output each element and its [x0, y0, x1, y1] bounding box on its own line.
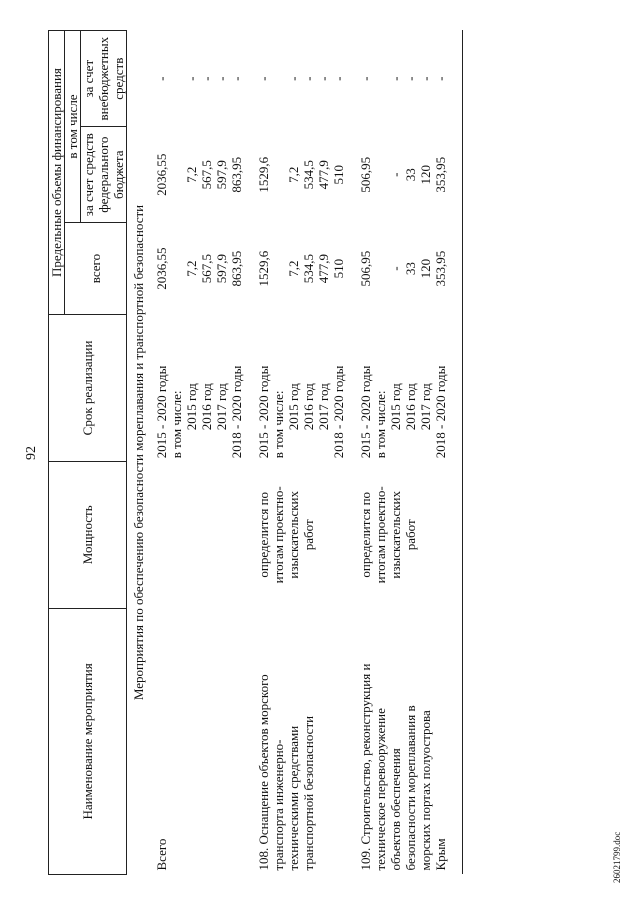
row-capacity: [256, 461, 346, 608]
row-capacity-line: работ: [301, 518, 316, 550]
row-capacity-line: итогам проектно-: [373, 485, 388, 583]
rotated-page: [20, 23, 620, 883]
row-extra-line: [169, 33, 184, 123]
row-term-line: в том числе:: [169, 389, 184, 458]
row-extra-line: -: [388, 76, 403, 81]
row-term-line: 2016 год: [403, 382, 418, 430]
row-name: [358, 608, 448, 874]
row-total: [358, 222, 448, 314]
row-federal-line: 7,2: [286, 166, 301, 183]
row-total-line: 120: [418, 258, 433, 278]
row-federal-line: 2036,55: [154, 153, 169, 196]
row-capacity: [154, 461, 244, 608]
row-extra-line: [271, 33, 286, 123]
page-number: 92: [24, 445, 39, 460]
row-extra: [358, 30, 448, 126]
row-gap-cell: [448, 30, 460, 874]
row-total-line: 33: [403, 261, 418, 275]
row-term-line: 2018 - 2020 годы: [229, 365, 244, 458]
row-federal-line: 597,9: [214, 159, 229, 189]
row-extra-line: -: [301, 76, 316, 81]
header-including: в том числе: [65, 30, 81, 222]
row-total-line: [169, 225, 184, 311]
row-extra-line: -: [229, 76, 244, 81]
row-name-line: техническое перевооружение: [373, 707, 388, 870]
row-total-line: [271, 225, 286, 311]
row-extra-line: -: [199, 76, 214, 81]
row-federal-line: 506,95: [358, 156, 373, 193]
row-gap: [346, 30, 358, 874]
row-extra-line: -: [214, 76, 229, 81]
row-federal: [154, 126, 244, 222]
row-gap-cell: [346, 30, 358, 874]
row-term-line: 2015 - 2020 годы: [154, 365, 169, 458]
row-name-line: 108. Оснащение объектов морского: [256, 673, 271, 870]
row-term-line: 2016 год: [199, 382, 214, 430]
row-term-line: 2017 год: [214, 382, 229, 430]
document-id: 26021799.doc: [612, 831, 622, 883]
row-extra-line: -: [418, 76, 433, 81]
row-name-line: техническими средствами: [286, 725, 301, 870]
row-gap: [448, 30, 460, 874]
row-extra-line: -: [331, 76, 346, 81]
row-federal-line: 120: [418, 164, 433, 184]
row-federal-line: 1529,6: [256, 156, 271, 193]
row-total-line: 7,2: [286, 259, 301, 277]
header-total: всего: [65, 222, 127, 314]
row-name-line: морских портах полуострова: [418, 709, 433, 870]
header-extra: за счет внебюджетных средств: [81, 30, 127, 126]
row-term-line: 2015 - 2020 годы: [358, 365, 373, 458]
row-total-line: 477,9: [316, 253, 331, 283]
row-name-line: объектов обеспечения: [388, 747, 403, 870]
row-capacity-line: работ: [403, 518, 418, 550]
row-name-line: транспорта инженерно-: [271, 739, 286, 870]
row-total-line: 353,95: [433, 250, 448, 286]
row-term-line: 2015 год: [286, 382, 301, 430]
row-federal-line: 7,2: [184, 166, 199, 183]
row-term: [256, 314, 346, 461]
row-total-line: -: [388, 265, 403, 271]
row-capacity-line: определится по: [256, 491, 271, 578]
row-extra-line: -: [403, 76, 418, 81]
table-row: [358, 30, 448, 874]
row-federal-line: 510: [331, 164, 346, 184]
row-total-line: 506,95: [358, 250, 373, 286]
row-federal-line: [271, 129, 286, 219]
row-extra-line: -: [316, 76, 331, 81]
row-capacity-line: изыскательских: [286, 490, 301, 579]
row-term-line: 2015 год: [388, 382, 403, 430]
table-row: [256, 30, 346, 874]
row-extra-line: [373, 33, 388, 123]
row-term-line: 2018 - 2020 годы: [433, 365, 448, 458]
row-name-line: Всего: [154, 838, 169, 870]
row-name-line: безопасности мореплавания в: [403, 704, 418, 870]
table-bottom-rule-cell: [460, 30, 463, 874]
row-total-line: 2036,55: [154, 246, 169, 290]
table-bottom-rule: [460, 30, 463, 874]
row-name-line: 109. Строительство, реконструкция и: [358, 663, 373, 870]
row-total-line: 1529,6: [256, 250, 271, 286]
row-total-line: [373, 225, 388, 311]
row-extra-line: -: [184, 76, 199, 81]
row-extra-line: -: [256, 76, 271, 81]
row-term-line: 2017 год: [418, 382, 433, 430]
row-capacity-line: изыскательских: [388, 490, 403, 579]
row-federal-line: -: [388, 172, 403, 177]
row-term-line: 2017 год: [316, 382, 331, 430]
row-extra-line: -: [433, 76, 448, 81]
row-name: [256, 608, 346, 874]
row-extra: [154, 30, 244, 126]
financing-table: [48, 30, 463, 875]
row-term-line: 2015 - 2020 годы: [256, 365, 271, 458]
row-federal-line: 534,5: [301, 159, 316, 189]
row-federal: [256, 126, 346, 222]
row-name-line: транспортной безопасности: [301, 715, 316, 870]
row-federal-line: 33: [403, 167, 418, 181]
header-capacity: Мощность: [49, 461, 127, 608]
row-total-line: 510: [331, 258, 346, 278]
table-row: [154, 30, 244, 874]
row-term: [358, 314, 448, 461]
row-federal-line: [373, 129, 388, 219]
row-gap-cell: [244, 30, 256, 874]
header-financing: Предельные объемы финансирования: [49, 30, 65, 314]
row-federal-line: 477,9: [316, 159, 331, 189]
row-federal: [358, 126, 448, 222]
row-extra-line: -: [358, 76, 373, 81]
header-name: Наименование мероприятия: [49, 608, 127, 874]
row-federal-line: 353,95: [433, 156, 448, 193]
row-term-line: 2016 год: [301, 382, 316, 430]
row-federal-line: 863,95: [229, 156, 244, 193]
row-term-line: в том числе:: [373, 389, 388, 458]
row-extra: [256, 30, 346, 126]
section-title: Мероприятия по обеспечению безопасности мореплавания и транспортной безопасности: [131, 204, 146, 700]
row-total-line: 863,95: [229, 250, 244, 286]
row-term-line: в том числе:: [271, 389, 286, 458]
row-total: [154, 222, 244, 314]
row-term: [154, 314, 244, 461]
row-capacity-line: итогам проектно-: [271, 485, 286, 583]
row-federal-line: 567,5: [199, 159, 214, 189]
row-total-line: 534,5: [301, 253, 316, 283]
row-total: [256, 222, 346, 314]
row-term-line: 2015 год: [184, 382, 199, 430]
row-total-line: 597,9: [214, 253, 229, 283]
row-name-line: Крым: [433, 837, 448, 870]
row-capacity: [358, 461, 448, 608]
row-total-line: 7,2: [184, 259, 199, 277]
row-extra-line: -: [154, 76, 169, 81]
row-total-line: 567,5: [199, 253, 214, 283]
row-capacity-line: определится по: [358, 491, 373, 578]
row-name: [154, 608, 244, 874]
row-term-line: 2018 - 2020 годы: [331, 365, 346, 458]
row-federal-line: [169, 129, 184, 219]
header-term: Срок реализации: [49, 314, 127, 461]
header-federal: за счет средств федерального бюджета: [81, 126, 127, 222]
row-gap: [244, 30, 256, 874]
row-extra-line: -: [286, 76, 301, 81]
